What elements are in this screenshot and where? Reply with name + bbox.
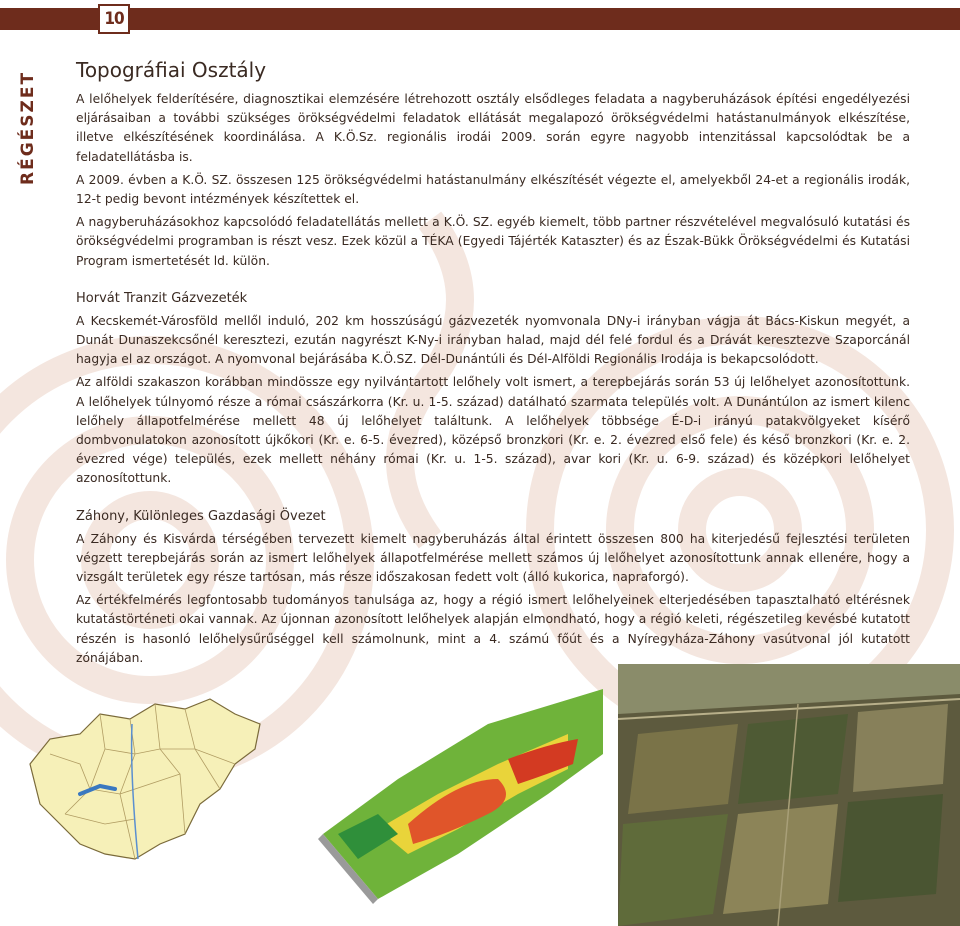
- pipeline-paragraph-2: Az alföldi szakaszon korábban mindössze egy nyilvántartott lelőhely volt ismert, a terepbejárás során 53 új lelőhelyet azonosítottunk. A lelőhelyek túlnyomó része a római császárkorra (Kr. u. 1-5. század) datálható szarmata település volt. A Dunántúlon az ismert kilenc lelőhely állapotfelmérése mellett 48 új lelőhelyet találtunk. A lelőhelyek többsége É-D-i irányú patakvölgyeket kísérő dombvonulatokon azonosított újkőkori (Kr. e. 6-5. évezred), középső bronzkori (Kr. e. 2. évezred első fele) és késő bronzkori (Kr. e. 2. évezred vége) település, ezek mellett néhány római (Kr. u. 1-5. század), avar kori (Kr. u. 6-9. század) és középkori lelőhelyet azonosítottunk.: [76, 375, 910, 486]
- intro-paragraph-2: A 2009. évben a K.Ö. SZ. összesen 125 örökségvédelmi hatástanulmány elkészítését végezte el, amelyekből 24-et a regionális irodák, 12-t pedig bevont intézmények készítettek el.: [76, 172, 910, 207]
- terrain-model-image: [318, 684, 608, 904]
- header-bar: [0, 8, 960, 30]
- section-label: RÉGÉSZET: [18, 70, 38, 185]
- article: [76, 58, 910, 672]
- section-heading-gas-pipeline: Horvát Tranzit Gázvezeték: [76, 290, 248, 306]
- image-row: [0, 664, 960, 926]
- intro-paragraph-1: A lelőhelyek felderítésére, diagnosztikai elemzésére létrehozott osztály elsődleges feladata a nagyberuházások építési engedélyezési eljárásaiban a további szükséges örökségvédelmi feladatok ellátását megalapozó örökségvédelmi hatástanulmányok elkészítése, illetve elkészítésének koordinálása. A K.Ö.Sz. regionális irodái 2009. során egyre nagyobb intenzitással kapcsolódtak be a feladatellátásba is.: [76, 92, 910, 164]
- section-heading-zahony: Záhony, Különleges Gazdasági Övezet: [76, 508, 326, 524]
- intro-paragraph-3: A nagyberuházásokhoz kapcsolódó feladatellátás mellett a K.Ö. SZ. egyéb kiemelt, több partner részvételével megvalósuló kutatási és örökségvédelmi programban is részt vesz. Ezek közül a TÉKA (Egyedi Tájérték Kataszter) és az Észak-Bükk Örökségvédelmi és Kutatási Program ismertetését ld. külön.: [76, 215, 910, 268]
- zahony-paragraph-2: Az értékfelmérés legfontosabb tudományos tanulsága az, hogy a régió ismert lelőhelyeinek elterjedésében tapasztalható eltérésnek kutatástörténeti okai vannak. Az újonnan azonosított lelőhelyek alapján elmondható, hogy a régió keleti, régészetileg kevésbé kutatott részén is hasonló lelőhelysűrűséggel kell számolnunk, mint a 4. számú főút és a Nyíregyháza-Záhony vasútvonal jól kutatott zónájában.: [76, 593, 910, 665]
- page-number-box: [98, 4, 130, 34]
- page-number: 10: [104, 9, 124, 29]
- hungary-map: [20, 694, 270, 874]
- page-title: Topográfiai Osztály: [76, 58, 267, 82]
- zahony-paragraph-1: A Záhony és Kisvárda térségében tervezett kiemelt nagyberuházás által érintett összesen 800 ha kiterjedésű fejlesztési területen végzett terepbejárás során az ismert lelőhelyek állapotfelmérése mellett számos új lelőhelyet azonosítottunk annak ellenére, hogy a vizsgált területek egy része tartósan, más része időszakosan fedett volt (álló kukorica, napraforgó).: [76, 531, 910, 585]
- pipeline-paragraph-1: A Kecskemét-Városföld mellől induló, 202 km hosszúságú gázvezeték nyomvonala DNy-i irányban vágja át Bács-Kiskun megyét, a Dunát Dunaszekcsőnél keresztezi, ezután nagyrészt K-Ny-i irányban halad, majd dél felé fordul és a Drávát keresztezve Szaporcánál hagyja el az országot. A nyomvonal bejárásába K.Ö.SZ. Dél-Dunántúli és Dél-Alföldi Regionális Irodája is bekapcsolódott.: [76, 313, 910, 367]
- aerial-photo: [618, 664, 960, 926]
